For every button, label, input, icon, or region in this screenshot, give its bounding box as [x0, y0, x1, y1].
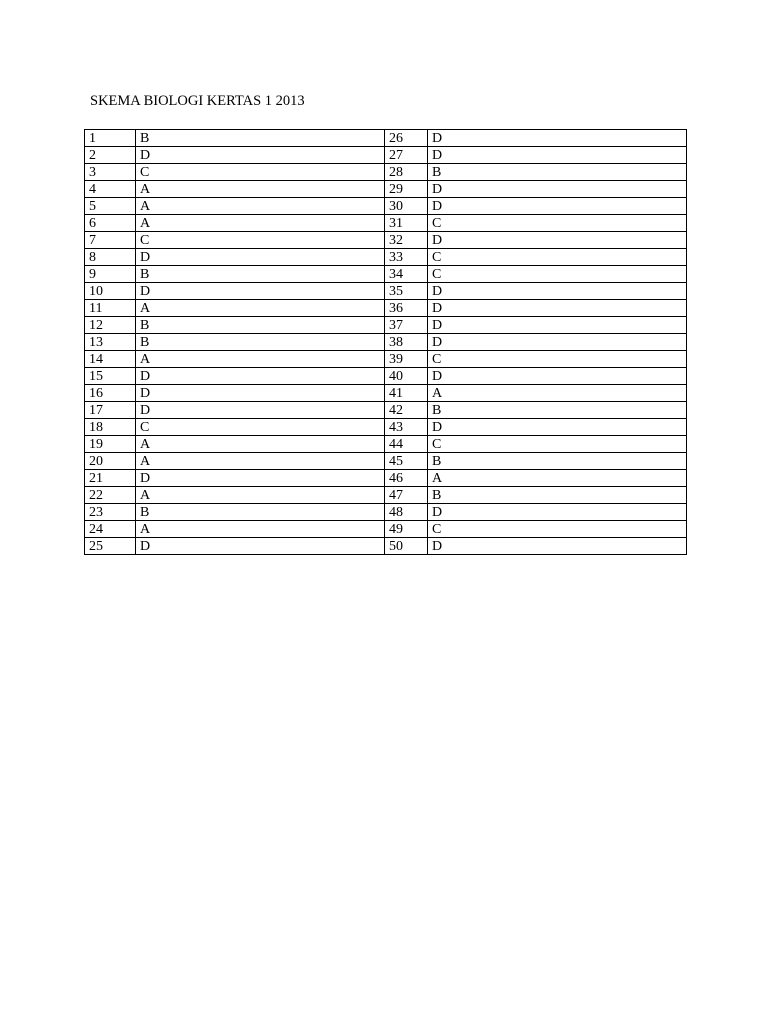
answer-cell: D [428, 317, 687, 334]
answer-cell: D [428, 538, 687, 555]
question-number-cell: 18 [85, 419, 136, 436]
answer-cell: B [428, 487, 687, 504]
answer-cell: B [428, 402, 687, 419]
question-number-cell: 34 [385, 266, 428, 283]
answer-cell: D [428, 300, 687, 317]
question-number-cell: 1 [85, 130, 136, 147]
answer-cell: C [428, 249, 687, 266]
answer-cell: A [136, 436, 385, 453]
question-number-cell: 9 [85, 266, 136, 283]
table-row [85, 181, 687, 198]
answer-cell: D [136, 283, 385, 300]
question-number-cell: 43 [385, 419, 428, 436]
question-number-cell: 45 [385, 453, 428, 470]
question-number-cell: 29 [385, 181, 428, 198]
answer-cell: D [428, 283, 687, 300]
question-number-cell: 3 [85, 164, 136, 181]
table-row [85, 334, 687, 351]
answer-cell: D [136, 249, 385, 266]
answer-cell: D [136, 538, 385, 555]
table-row [85, 198, 687, 215]
table-row [85, 436, 687, 453]
answer-cell: C [136, 164, 385, 181]
answer-cell: B [136, 334, 385, 351]
answer-cell: D [428, 181, 687, 198]
answer-cell: C [428, 436, 687, 453]
question-number-cell: 41 [385, 385, 428, 402]
question-number-cell: 2 [85, 147, 136, 164]
question-number-cell: 6 [85, 215, 136, 232]
question-number-cell: 12 [85, 317, 136, 334]
answer-cell: A [428, 385, 687, 402]
answer-cell: A [136, 351, 385, 368]
question-number-cell: 20 [85, 453, 136, 470]
table-row [85, 453, 687, 470]
question-number-cell: 10 [85, 283, 136, 300]
question-number-cell: 40 [385, 368, 428, 385]
question-number-cell: 15 [85, 368, 136, 385]
answer-cell: D [428, 130, 687, 147]
answer-cell: C [136, 232, 385, 249]
answer-cell: B [428, 453, 687, 470]
answer-cell: D [136, 368, 385, 385]
question-number-cell: 48 [385, 504, 428, 521]
table-row [85, 232, 687, 249]
question-number-cell: 21 [85, 470, 136, 487]
question-number-cell: 30 [385, 198, 428, 215]
table-row [85, 538, 687, 555]
question-number-cell: 11 [85, 300, 136, 317]
question-number-cell: 46 [385, 470, 428, 487]
answer-cell: C [428, 351, 687, 368]
answer-cell: D [136, 385, 385, 402]
table-row [85, 521, 687, 538]
question-number-cell: 28 [385, 164, 428, 181]
answer-cell: D [428, 334, 687, 351]
question-number-cell: 49 [385, 521, 428, 538]
question-number-cell: 17 [85, 402, 136, 419]
answer-cell: D [428, 147, 687, 164]
answer-cell: A [428, 470, 687, 487]
question-number-cell: 19 [85, 436, 136, 453]
table-row [85, 300, 687, 317]
answer-cell: A [136, 300, 385, 317]
table-row [85, 470, 687, 487]
answer-cell: A [136, 198, 385, 215]
answer-cell: D [428, 368, 687, 385]
question-number-cell: 13 [85, 334, 136, 351]
answer-cell: D [428, 232, 687, 249]
answer-cell: A [136, 453, 385, 470]
answer-cell: A [136, 521, 385, 538]
question-number-cell: 33 [385, 249, 428, 266]
answer-cell: B [136, 504, 385, 521]
table-row [85, 164, 687, 181]
answer-cell: B [428, 164, 687, 181]
question-number-cell: 38 [385, 334, 428, 351]
table-row [85, 385, 687, 402]
question-number-cell: 42 [385, 402, 428, 419]
question-number-cell: 4 [85, 181, 136, 198]
table-row [85, 283, 687, 300]
table-row [85, 368, 687, 385]
answer-cell: C [428, 266, 687, 283]
question-number-cell: 47 [385, 487, 428, 504]
question-number-cell: 22 [85, 487, 136, 504]
question-number-cell: 32 [385, 232, 428, 249]
answer-cell: A [136, 487, 385, 504]
question-number-cell: 26 [385, 130, 428, 147]
question-number-cell: 50 [385, 538, 428, 555]
question-number-cell: 31 [385, 215, 428, 232]
question-number-cell: 7 [85, 232, 136, 249]
table-row [85, 215, 687, 232]
table-row [85, 351, 687, 368]
answer-cell: B [136, 317, 385, 334]
question-number-cell: 37 [385, 317, 428, 334]
question-number-cell: 39 [385, 351, 428, 368]
answer-cell: D [136, 470, 385, 487]
question-number-cell: 36 [385, 300, 428, 317]
question-number-cell: 25 [85, 538, 136, 555]
question-number-cell: 23 [85, 504, 136, 521]
question-number-cell: 8 [85, 249, 136, 266]
table-row [85, 266, 687, 283]
answer-cell: B [136, 266, 385, 283]
table-row [85, 130, 687, 147]
question-number-cell: 27 [385, 147, 428, 164]
table-row [85, 402, 687, 419]
answer-key-table [84, 129, 687, 555]
answer-cell: A [136, 181, 385, 198]
question-number-cell: 35 [385, 283, 428, 300]
table-row [85, 147, 687, 164]
table-row [85, 419, 687, 436]
answer-cell: C [136, 419, 385, 436]
answer-cell: D [136, 147, 385, 164]
question-number-cell: 24 [85, 521, 136, 538]
question-number-cell: 16 [85, 385, 136, 402]
table-row [85, 487, 687, 504]
answer-key-body [85, 130, 687, 555]
table-row [85, 317, 687, 334]
question-number-cell: 5 [85, 198, 136, 215]
answer-cell: C [428, 521, 687, 538]
answer-cell: D [428, 198, 687, 215]
question-number-cell: 14 [85, 351, 136, 368]
question-number-cell: 44 [385, 436, 428, 453]
table-row [85, 504, 687, 521]
table-row [85, 249, 687, 266]
answer-cell: D [136, 402, 385, 419]
answer-cell: D [428, 419, 687, 436]
answer-cell: A [136, 215, 385, 232]
answer-cell: D [428, 504, 687, 521]
answer-cell: C [428, 215, 687, 232]
answer-cell: B [136, 130, 385, 147]
document-title: SKEMA BIOLOGI KERTAS 1 2013 [90, 93, 305, 109]
